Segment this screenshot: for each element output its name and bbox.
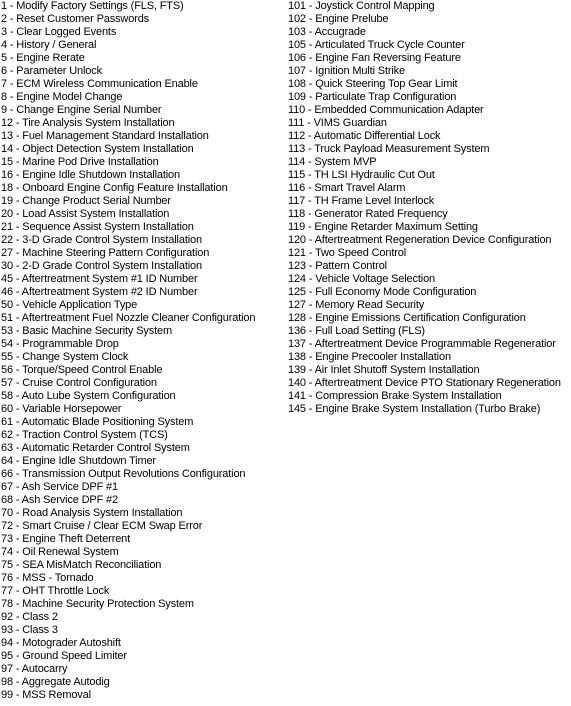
list-item: 63 - Automatic Retarder Control System (1, 442, 190, 454)
list-item: 145 - Engine Brake System Installation (Turbo Brake) (288, 403, 541, 415)
list-item: 93 - Class 3 (1, 624, 58, 636)
list-item: 18 - Onboard Engine Config Feature Installation (1, 182, 228, 194)
list-item: 7 - ECM Wireless Communication Enable (1, 78, 198, 90)
list-item: 8 - Engine Model Change (1, 91, 123, 103)
list-item: 2 - Reset Customer Passwords (1, 13, 150, 25)
list-item: 22 - 3-D Grade Control System Installation (1, 234, 202, 246)
list-item: 9 - Change Engine Serial Number (1, 104, 162, 116)
list-item: 74 - Oil Renewal System (1, 546, 119, 558)
list-item: 105 - Articulated Truck Cycle Counter (288, 39, 465, 51)
list-item: 73 - Engine Theft Deterrent (1, 533, 131, 545)
list-item: 108 - Quick Steering Top Gear Limit (288, 78, 458, 90)
list-item: 76 - MSS - Tornado (1, 572, 94, 584)
list-item: 102 - Engine Prelube (288, 13, 389, 25)
list-item: 136 - Full Load Setting (FLS) (288, 325, 425, 337)
list-item: 97 - Autocarry (1, 663, 68, 675)
list-item: 12 - Tire Analysis System Installation (1, 117, 175, 129)
list-item: 66 - Transmission Output Revolutions Configuration (1, 468, 246, 480)
list-item: 21 - Sequence Assist System Installation (1, 221, 194, 233)
list-item: 78 - Machine Security Protection System (1, 598, 194, 610)
list-item: 14 - Object Detection System Installation (1, 143, 194, 155)
list-item: 112 - Automatic Differential Lock (288, 130, 441, 142)
list-item: 121 - Two Speed Control (288, 247, 407, 259)
list-item: 111 - VIMS Guardian (288, 117, 387, 129)
list-item: 72 - Smart Cruise / Clear ECM Swap Error (1, 520, 203, 532)
list-item: 138 - Engine Precooler Installation (288, 351, 451, 363)
list-item: 46 - Aftertreatment System #2 ID Number (1, 286, 198, 298)
list-item: 67 - Ash Service DPF #1 (1, 481, 118, 493)
list-item: 16 - Engine Idle Shutdown Installation (1, 169, 180, 181)
right-column-list (288, 0, 571, 416)
list-item: 109 - Particulate Trap Configuration (288, 91, 457, 103)
list-item: 55 - Change System Clock (1, 351, 129, 363)
list-item: 125 - Full Economy Mode Configuration (288, 286, 477, 298)
list-item: 77 - OHT Throttle Lock (1, 585, 110, 597)
list-item: 45 - Aftertreatment System #1 ID Number (1, 273, 198, 285)
list-item: 54 - Programmable Drop (1, 338, 119, 350)
list-item: 114 - System MVP (288, 156, 377, 168)
list-item: 119 - Engine Retarder Maximum Setting (288, 221, 478, 233)
list-item: 27 - Machine Steering Pattern Configuration (1, 247, 210, 259)
list-item: 141 - Compression Brake System Installation (288, 390, 502, 402)
list-item: 118 - Generator Rated Frequency (288, 208, 448, 220)
list-item: 99 - MSS Removal (1, 689, 91, 701)
list-item: 92 - Class 2 (1, 611, 58, 623)
list-item: 120 - Aftertreatment Regeneration Device Configuration (288, 234, 552, 246)
list-item: 123 - Pattern Control (288, 260, 387, 272)
list-item: 128 - Engine Emissions Certification Configuration (288, 312, 526, 324)
list-item: 4 - History / General (1, 39, 97, 51)
list-item: 98 - Aggregate Autodig (1, 676, 110, 688)
list-item: 19 - Change Product Serial Number (1, 195, 171, 207)
list-item: 60 - Variable Horsepower (1, 403, 122, 415)
list-item: 64 - Engine Idle Shutdown Timer (1, 455, 156, 467)
list-item: 15 - Marine Pod Drive Installation (1, 156, 159, 168)
list-item: 116 - Smart Travel Alarm (288, 182, 406, 194)
list-item: 70 - Road Analysis System Installation (1, 507, 183, 519)
list-item: 137 - Aftertreatment Device Programmable Regeneratior (288, 338, 556, 350)
list-item: 6 - Parameter Unlock (1, 65, 102, 77)
list-item: 103 - Accugrade (288, 26, 366, 38)
list-item: 107 - Ignition Multi Strike (288, 65, 406, 77)
list-item: 5 - Engine Rerate (1, 52, 85, 64)
list-item: 117 - TH Frame Level Interlock (288, 195, 435, 207)
list-item: 50 - Vehicle Application Type (1, 299, 138, 311)
list-item: 124 - Vehicle Voltage Selection (288, 273, 436, 285)
list-item: 3 - Clear Logged Events (1, 26, 117, 38)
list-item: 68 - Ash Service DPF #2 (1, 494, 118, 506)
list-item: 61 - Automatic Blade Positioning System (1, 416, 194, 428)
left-column-list (1, 0, 286, 702)
list-item: 115 - TH LSI Hydraulic Cut Out (288, 169, 435, 181)
list-item: 13 - Fuel Management Standard Installation (1, 130, 209, 142)
list-item: 106 - Engine Fan Reversing Feature (288, 52, 461, 64)
list-item: 94 - Motograder Autoshift (1, 637, 121, 649)
list-item: 1 - Modify Factory Settings (FLS, FTS) (1, 0, 184, 12)
list-item: 101 - Joystick Control Mapping (288, 0, 435, 12)
list-item: 51 - Aftertreatment Fuel Nozzle Cleaner Configuration (1, 312, 256, 324)
list-item: 110 - Embedded Communication Adapter (288, 104, 484, 116)
list-item: 57 - Cruise Control Configuration (1, 377, 157, 389)
list-item: 127 - Memory Read Security (288, 299, 425, 311)
list-item: 140 - Aftertreatment Device PTO Stationary Regeneration (288, 377, 561, 389)
list-item: 139 - Air Inlet Shutoff System Installation (288, 364, 480, 376)
list-item: 113 - Truck Payload Measurement System (288, 143, 490, 155)
list-item: 95 - Ground Speed Limiter (1, 650, 127, 662)
list-item: 56 - Torque/Speed Control Enable (1, 364, 163, 376)
list-item: 20 - Load Assist System Installation (1, 208, 170, 220)
list-item: 62 - Traction Control System (TCS) (1, 429, 168, 441)
list-item: 58 - Auto Lube System Configuration (1, 390, 176, 402)
list-item: 30 - 2-D Grade Control System Installation (1, 260, 202, 272)
list-item: 53 - Basic Machine Security System (1, 325, 172, 337)
list-item: 75 - SEA MisMatch Reconciliation (1, 559, 162, 571)
